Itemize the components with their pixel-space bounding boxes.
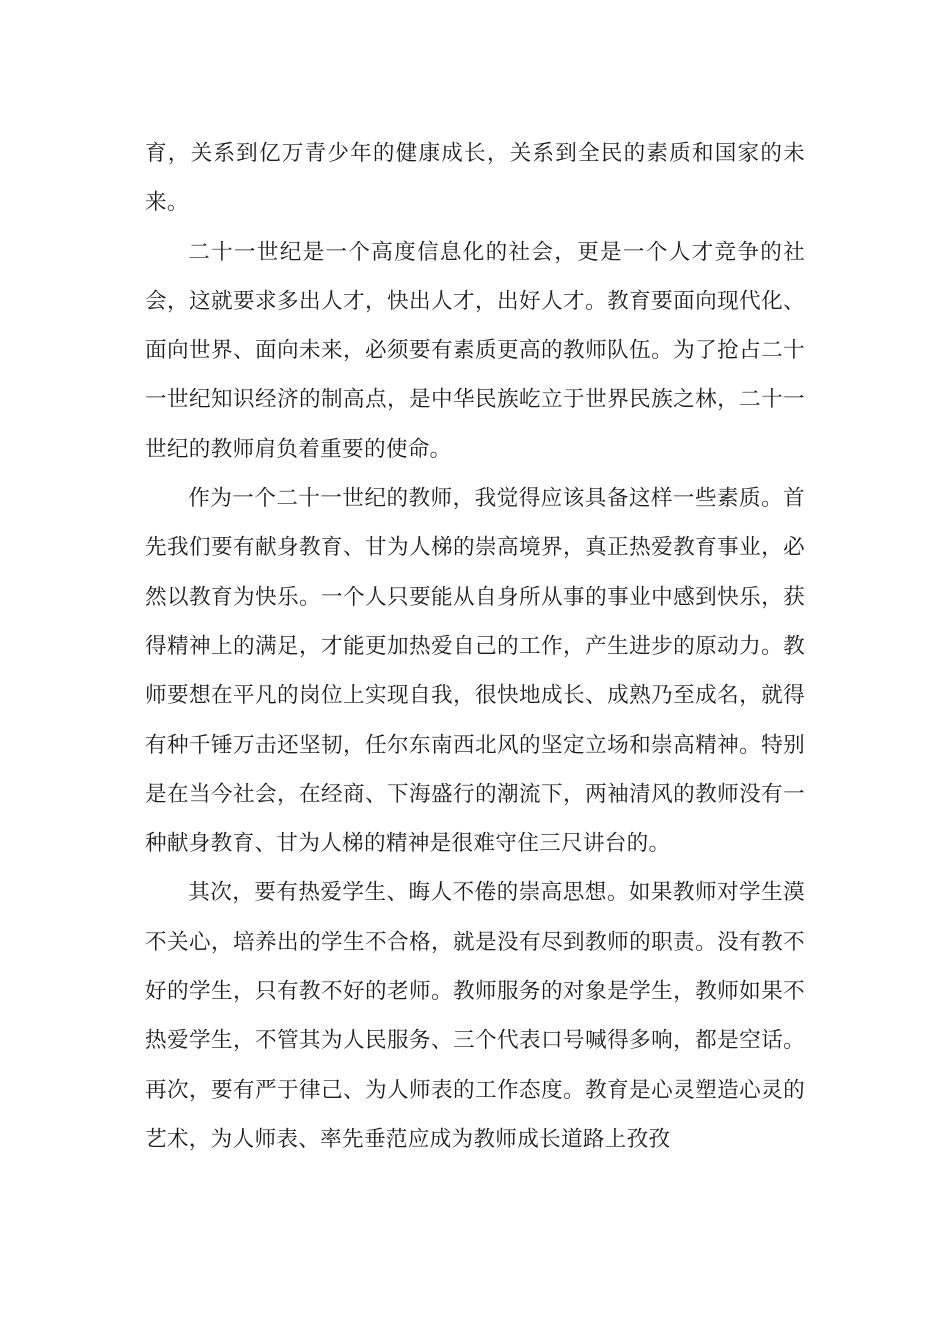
document-body <box>145 129 805 1164</box>
paragraph-continuation: 育，关系到亿万青少年的健康成长，关系到全民的素质和国家的未来。 <box>145 141 805 216</box>
paragraph-love-students: 其次，要有热爱学生、晦人不倦的崇高思想。如果教师对学生漠不关心，培养出的学生不合格，就是没有尽到教师的职责。没有教不好的学生，只有教不好的老师。教师服务的对象是学生，教师如果不热爱学生，不管其为人民服务、三个代表口号喊得多响，都是空话。再次，要有严于律己、为人师表的工作态度。教育是心灵塑造心灵的艺术，为人师表、率先垂范应成为教师成长道路上孜孜 <box>145 880 805 1152</box>
paragraph-teacher-qualities: 作为一个二十一世纪的教师，我觉得应该具备这样一些素质。首先我们要有献身教育、甘为人梯的崇高境界，真正热爱教育事业，必然以教育为快乐。一个人只要能从自身所从事的事业中感到快乐，获得精神上的满足，才能更加热爱自己的工作，产生进步的原动力。教师要想在平凡的岗位上实现自我，很快地成长、成熟乃至成名，就得有种千锤万击还坚韧，任尔东南西北风的坚定立场和崇高精神。特别是在当今社会，在经商、下海盛行的潮流下，两袖清风的教师没有一种献身教育、甘为人梯的精神是很难守住三尺讲台的。 <box>145 486 805 857</box>
paragraph-21st-century-society: 二十一世纪是一个高度信息化的社会，更是一个人才竞争的社会，这就要求多出人才，快出人才，出好人才。教育要面向现代化、面向世界、面向未来，必须要有素质更高的教师队伍。为了抢占二十一世纪知识经济的制高点，是中华民族屹立于世界民族之林，二十一世纪的教师肩负着重要的使命。 <box>145 239 805 462</box>
